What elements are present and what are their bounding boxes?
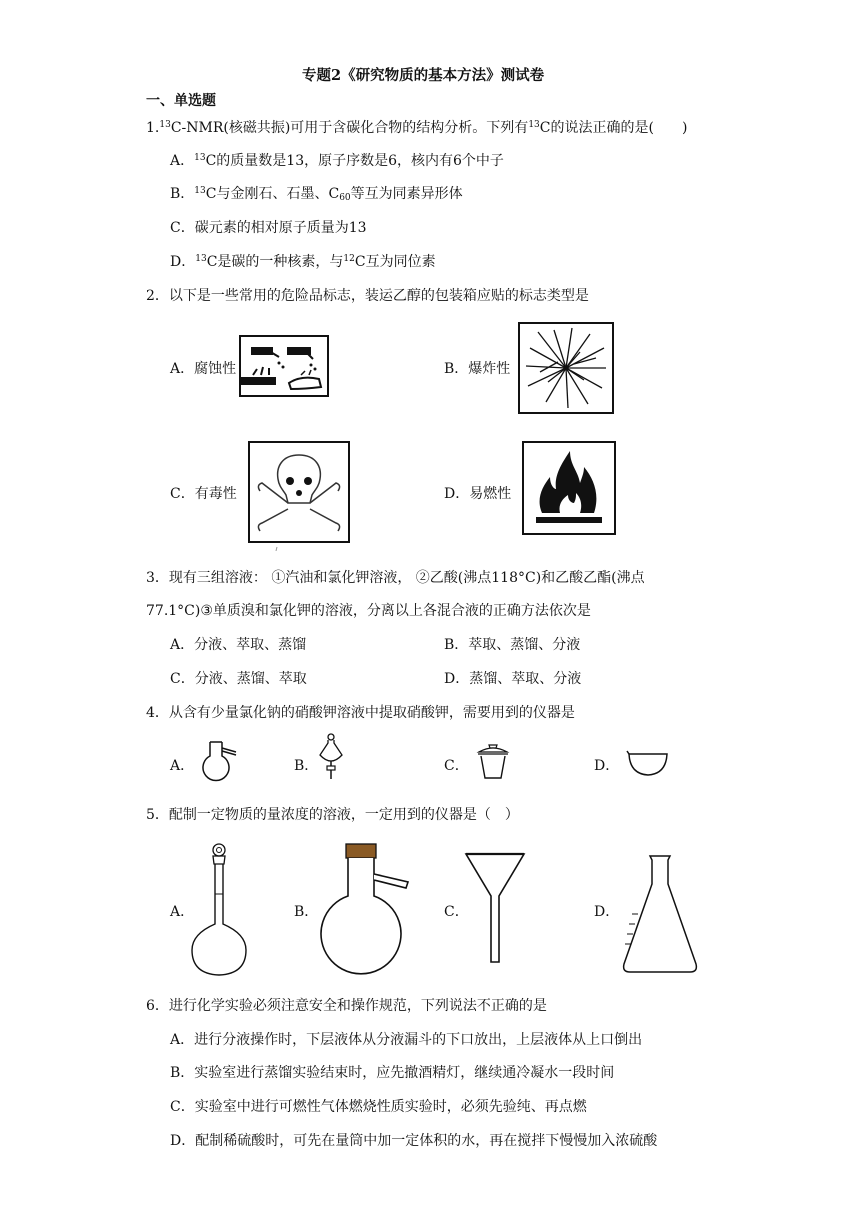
question-4-option-c[interactable]: C．	[444, 758, 469, 774]
question-6-option-a[interactable]: A．进行分液操作时，下层液体从分液漏斗的下口放出，上层液体从上口倒出	[170, 1032, 643, 1048]
flammable-hazard-icon	[522, 441, 616, 535]
question-4-option-a[interactable]: A．	[170, 758, 195, 774]
question-1-option-b[interactable]: B．$^{13}$C与金刚石、石墨、$C_{60}$等互为同素异形体	[170, 186, 463, 203]
round-bottom-flask-with-side-arm-icon	[320, 842, 412, 978]
separatory-funnel-icon	[316, 733, 346, 781]
page-title: 专题2《研究物质的基本方法》测试卷	[302, 67, 545, 84]
corrosive-hazard-icon	[239, 335, 329, 397]
question-1-stem: 1.13C-NMR(核磁共振)可用于含碳化合物的结构分析。下列有$^{13}$C的说法正确的是( )	[146, 120, 688, 136]
distilling-flask-icon	[196, 740, 240, 784]
question-6-stem: 6．进行化学实验必须注意安全和操作规范，下列说法不正确的是	[146, 998, 547, 1014]
question-5-option-b[interactable]: B．	[294, 904, 319, 920]
question-5-option-c[interactable]: C．	[444, 904, 469, 920]
question-6-option-b[interactable]: B．实验室进行蒸馏实验结束时，应先撤酒精灯，继续通冷凝水一段时间	[170, 1065, 615, 1081]
question-2-option-a[interactable]: A．腐蚀性	[170, 361, 237, 377]
question-4-option-d[interactable]: D．	[594, 758, 620, 774]
question-4-stem: 4．从含有少量氯化钠的硝酸钾溶液中提取硝酸钾，需要用到的仪器是	[146, 705, 575, 721]
question-6-option-d[interactable]: D．配制稀硫酸时，可先在量筒中加一定体积的水，再在搅拌下慢慢加入浓硫酸	[170, 1133, 658, 1149]
question-5-stem: 5．配制一定物质的量浓度的溶液，一定用到的仪器是（ ）	[146, 807, 519, 823]
evaporating-dish-icon	[626, 748, 670, 778]
crucible-icon	[476, 742, 510, 782]
question-3-option-c[interactable]: C．分液、蒸馏、萃取	[170, 671, 307, 687]
question-2-option-d[interactable]: D．易燃性	[444, 486, 512, 502]
conical-flask-icon	[620, 854, 700, 976]
question-6-option-c[interactable]: C．实验室中进行可燃性气体燃烧性质实验时，必须先验纯、再点燃	[170, 1099, 587, 1115]
question-1-option-d[interactable]: D．$^{13}$C是碳的一种核素，与$^{12}$C互为同位素	[170, 254, 436, 270]
question-3-option-a[interactable]: A．分液、萃取、蒸馏	[170, 637, 307, 653]
question-1-option-a[interactable]: A．$^{13}$C的质量数是13，原子序数是6，核内有6个中子	[170, 153, 504, 169]
section-heading: 一、单选题	[146, 93, 216, 109]
toxic-hazard-icon	[248, 441, 350, 551]
question-3-stem-line-1: 3．现有三组溶液： ①汽油和氯化钾溶液， ②乙酸(沸点118°C)和乙酸乙酯(沸点	[146, 570, 645, 586]
explosive-hazard-icon	[518, 322, 614, 414]
question-3-option-d[interactable]: D．蒸馏、萃取、分液	[444, 671, 582, 687]
funnel-icon	[464, 852, 526, 964]
question-3-stem-line-2: 77.1°C)③单质溴和氯化钾的溶液，分离以上各混合液的正确方法依次是	[146, 603, 591, 619]
question-2-stem: 2．以下是一些常用的危险品标志，装运乙醇的包装箱应贴的标志类型是	[146, 288, 589, 304]
question-3-option-b[interactable]: B．萃取、蒸馏、分液	[444, 637, 581, 653]
question-5-option-d[interactable]: D．	[594, 904, 620, 920]
volumetric-flask-icon	[188, 842, 250, 978]
question-5-option-a[interactable]: A．	[170, 904, 195, 920]
question-1-option-c[interactable]: C．碳元素的相对原子质量为13	[170, 220, 367, 236]
question-4-option-b[interactable]: B．	[294, 758, 319, 774]
question-2-option-b[interactable]: B．爆炸性	[444, 361, 511, 377]
question-2-option-c[interactable]: C．有毒性	[170, 486, 237, 502]
